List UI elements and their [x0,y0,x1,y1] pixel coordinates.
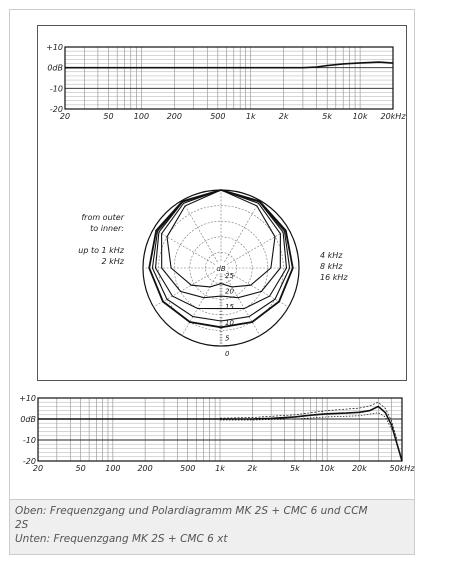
polar-spoke [153,229,214,265]
polar-right-label: 16 kHz [320,273,348,282]
frequency-response-top [10,37,406,127]
polar-ring-label: 5 [225,334,230,343]
x-tick-label: 20 [59,112,71,121]
polar-left-label: from outer [81,213,124,222]
caption-line-2: 2S [15,519,29,531]
x-tick-label: 2k [278,112,289,121]
x-tick-label: 2k [247,464,258,473]
polar-right-label: 4 kHz [320,251,343,260]
polar-left-label: up to 1 kHz [78,246,124,255]
caption-line-1: Oben: Frequenzgang und Polardiagramm MK 2S + CMC 6 und CCM [15,505,368,517]
x-tick-label: 1k [215,464,225,473]
polar-left-label: to inner: [90,224,124,233]
x-tick-label: 20kHz [380,112,406,121]
x-tick-label: 20k [351,464,367,473]
x-tick-label: 1k [245,112,256,121]
frequency-response-bottom [10,388,414,488]
polar-spoke [225,200,261,261]
x-tick-label: 200 [137,464,153,473]
polar-spoke [182,200,218,261]
y-tick-label: 0dB [20,415,36,424]
response-curve [220,402,397,440]
polar-ring-label: 25 [225,272,234,280]
polar-right-label: 8 kHz [320,262,343,271]
polar-ring-label: 20 [225,287,234,296]
x-tick-label: 100 [105,464,121,473]
x-tick-label: 500 [210,112,226,121]
x-tick-label: 50 [75,464,86,473]
y-tick-label: +10 [46,43,63,52]
polar-ring-label: 10 [225,318,234,327]
polar-ring-label: 0 [225,350,230,358]
x-tick-label: 100 [133,112,150,121]
x-tick-label: 20 [32,464,44,473]
x-tick-label: 200 [166,112,182,121]
x-tick-label: 5k [322,112,333,121]
x-tick-label: 10k [319,464,335,473]
y-tick-label: 0dB [47,63,63,73]
x-tick-label: 5k [290,464,300,473]
plot-frame [65,47,393,109]
x-tick-label: 10k [352,112,368,121]
y-tick-label: -20 [22,457,36,466]
caption-line-3: Unten: Frequenzgang MK 2S + CMC 6 xt [15,533,228,545]
x-tick-label: 50kHz [389,464,415,473]
polar-diagram [38,170,378,370]
figure-caption [10,499,414,554]
polar-center-label: dB [216,265,226,273]
y-tick-label: +10 [19,394,36,403]
x-tick-label: 500 [180,464,196,473]
x-tick-label: 50 [103,112,114,121]
y-tick-label: -20 [49,105,63,114]
polar-spoke [227,229,288,265]
response-curve [65,62,393,68]
y-tick-label: -10 [22,436,36,445]
y-tick-label: -10 [49,84,63,94]
polar-left-label: 2 kHz [101,257,124,266]
polar-ring-label: 15 [225,303,234,312]
